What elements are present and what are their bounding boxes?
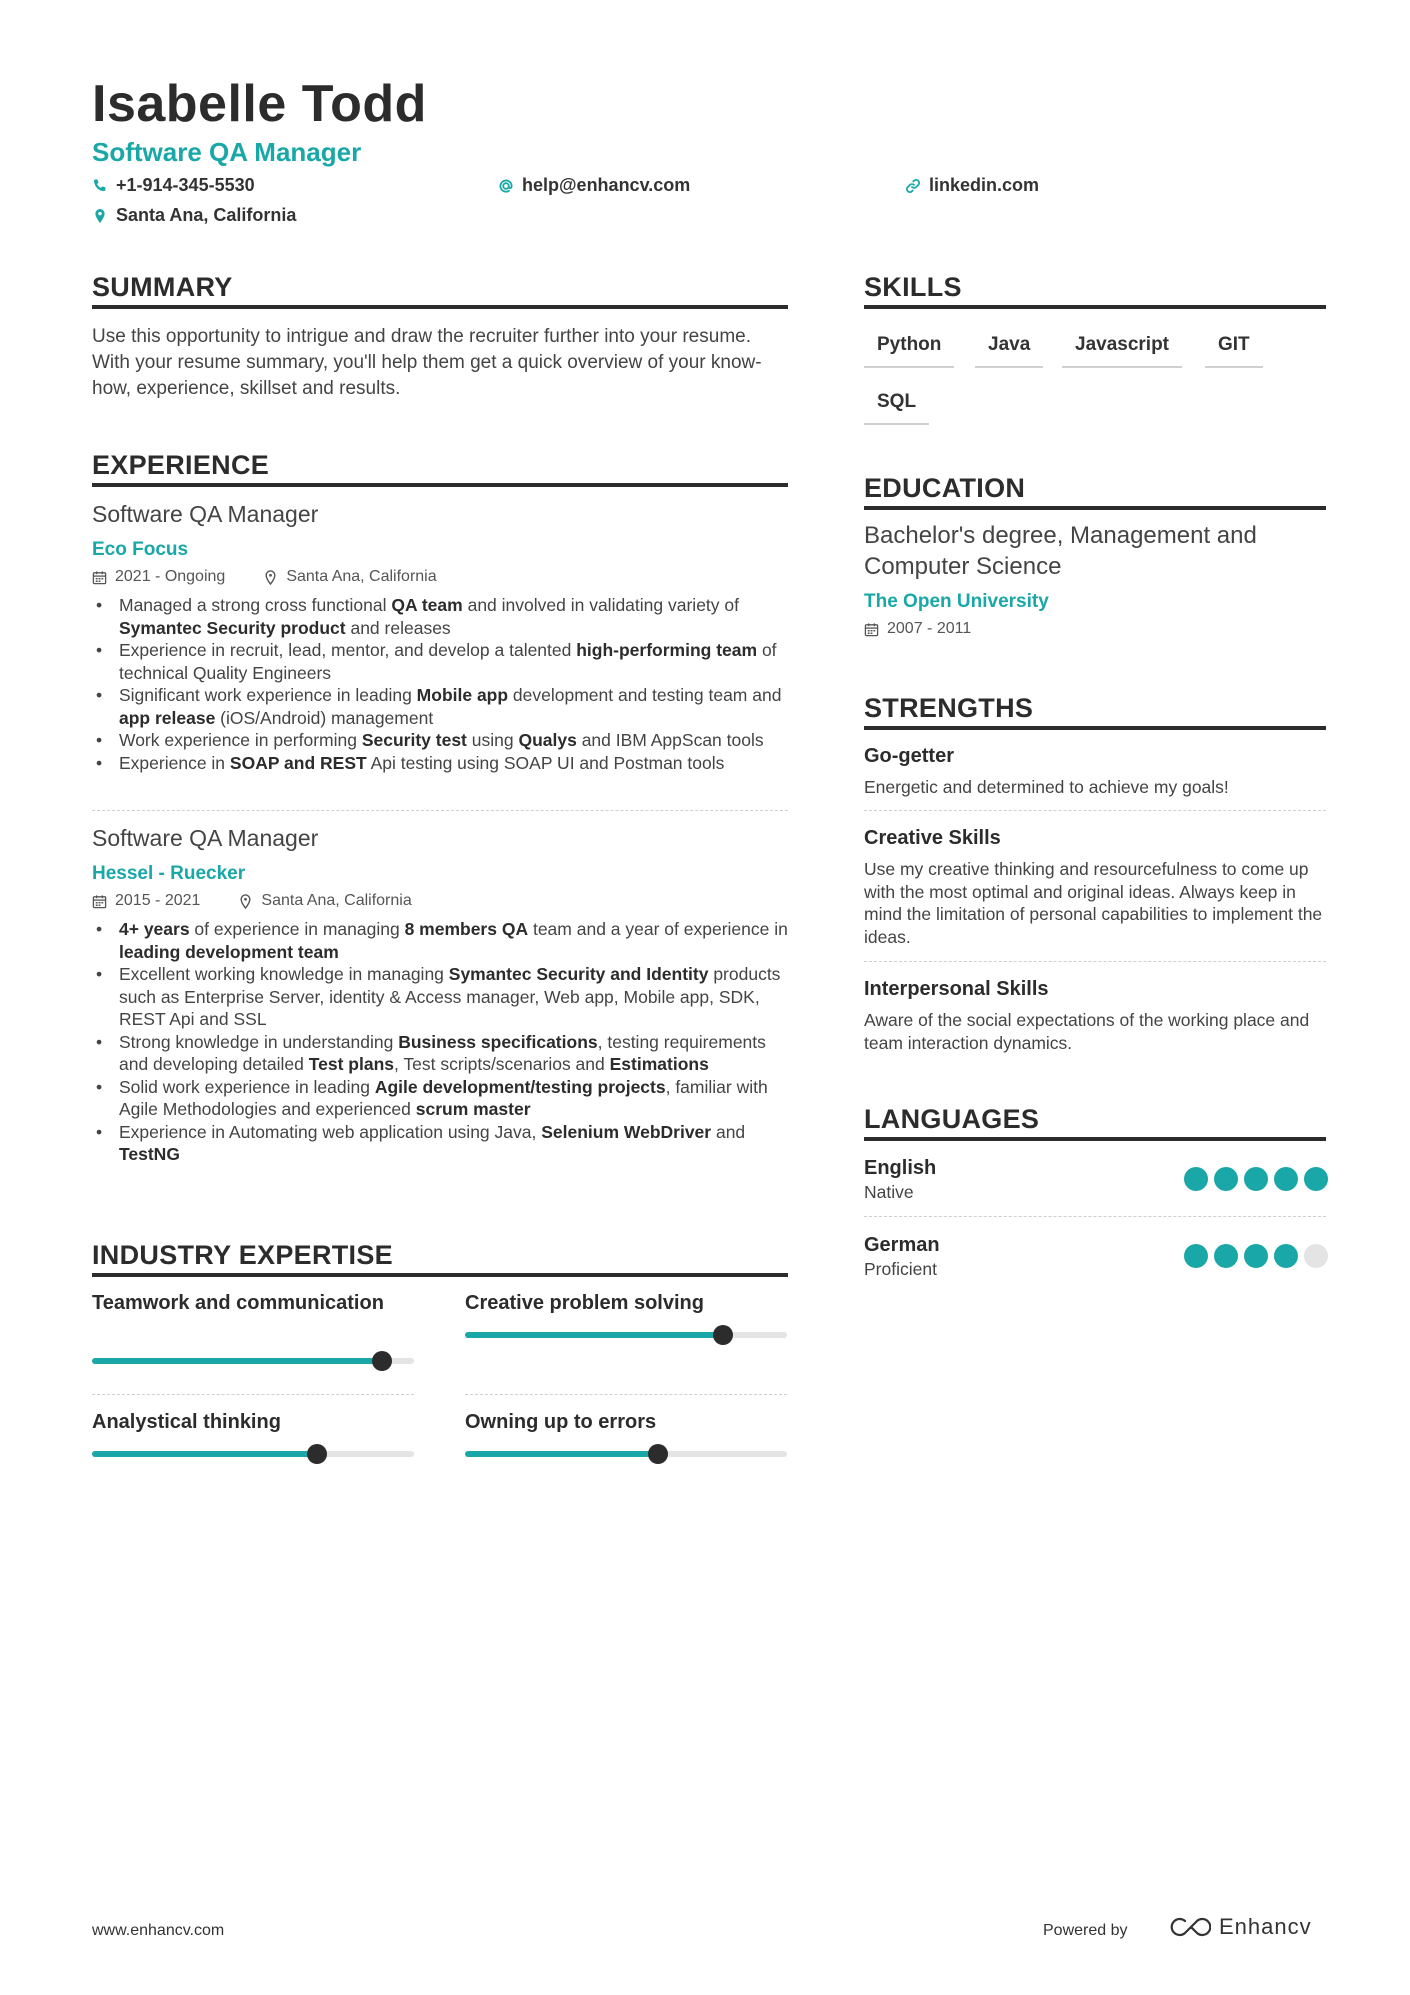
- phone-text: +1-914-345-5530: [116, 175, 255, 195]
- education-heading: EDUCATION: [864, 473, 1026, 503]
- strength-divider: [864, 810, 1326, 811]
- location-contact: [92, 205, 296, 226]
- language-dots: [1184, 1244, 1328, 1268]
- skills-rule: [864, 305, 1326, 309]
- job-1-dates: 2021 - Ongoing: [115, 568, 226, 585]
- expertise-fill-4: [465, 1451, 658, 1457]
- email-contact[interactable]: [498, 175, 690, 196]
- job-divider: [92, 810, 788, 811]
- language-dot-filled: [1244, 1244, 1268, 1268]
- summary-heading: SUMMARY: [92, 272, 233, 302]
- expertise-label-3: Analystical thinking: [92, 1411, 281, 1433]
- language-dot-filled: [1214, 1244, 1238, 1268]
- expertise-bar-4: [465, 1451, 787, 1457]
- expertise-rule: [92, 1273, 788, 1277]
- job-2-dates: 2015 - 2021: [115, 892, 201, 909]
- language-dots: [1184, 1167, 1328, 1191]
- expertise-label-4: Owning up to errors: [465, 1411, 657, 1433]
- language-name: German: [864, 1234, 940, 1256]
- strength-desc: Aware of the social expectations of the working place and team interaction dynamics.: [864, 1010, 1310, 1053]
- summary-text: Use this opportunity to intrigue and draw the recruiter further into your resume. With your resume summary, you'll help them get a quick overview of your know-how, experience, skillset and results.: [92, 326, 762, 399]
- language-level: Native: [864, 1182, 914, 1202]
- expertise-divider-1: [92, 1394, 414, 1395]
- languages-rule: [864, 1137, 1326, 1141]
- bullet-item: • Strong knowledge in understanding Business specifications, testing requirements and developing detailed Test plans, Test scripts/scenarios and Estimations: [92, 1031, 792, 1076]
- education-dates: 2007 - 2011: [887, 620, 972, 637]
- summary-rule: [92, 305, 788, 309]
- bullet-item: • Experience in SOAP and REST Api testing using SOAP UI and Postman tools: [92, 752, 792, 775]
- strength-desc: Use my creative thinking and resourcefulness to come up with the most optimal and original ideas. Always keep in mind the limitation of personal capabilities to implement the ideas.: [864, 859, 1323, 947]
- expertise-bar-3: [92, 1451, 414, 1457]
- bullet-item: • Experience in recruit, lead, mentor, and develop a talented high-performing team of technical Quality Engineers: [92, 639, 792, 684]
- expertise-heading: INDUSTRY EXPERTISE: [92, 1240, 393, 1270]
- expertise-label-2: Creative problem solving: [465, 1292, 704, 1314]
- education-rule: [864, 506, 1326, 510]
- language-level: Proficient: [864, 1259, 937, 1279]
- footer-powered-by: Powered by: [1043, 1922, 1128, 1939]
- language-divider: [864, 1216, 1326, 1217]
- expertise-divider-2: [465, 1394, 787, 1395]
- expertise-knob-1: [372, 1351, 392, 1371]
- expertise-fill-2: [465, 1332, 723, 1338]
- bullet-item: • Solid work experience in leading Agile development/testing projects, familiar with Agile Methodologies and experienced scrum master: [92, 1076, 792, 1121]
- enhancv-logo-text: Enhancv: [1219, 1914, 1312, 1939]
- education-degree: Bachelor's degree, Management and Computer Science: [864, 522, 1257, 580]
- strength-divider: [864, 961, 1326, 962]
- strengths-rule: [864, 726, 1326, 730]
- bullet-item: • Managed a strong cross functional QA team and involved in validating variety of Symantec Security product and releases: [92, 594, 792, 639]
- calendar-icon: [864, 622, 879, 637]
- language-dot-empty: [1304, 1244, 1328, 1268]
- bullet-item: • Work experience in performing Security test using Qualys and IBM AppScan tools: [92, 729, 792, 752]
- job-2-location: Santa Ana, California: [261, 892, 412, 909]
- job-1-meta: [92, 568, 437, 586]
- language-dot-filled: [1304, 1167, 1328, 1191]
- education-meta: [864, 620, 971, 638]
- job-2-company: Hessel - Ruecker: [92, 863, 246, 884]
- expertise-knob-4: [648, 1444, 668, 1464]
- link-icon: [905, 178, 921, 194]
- languages-heading: LANGUAGES: [864, 1104, 1040, 1134]
- skill-tag: SQL: [864, 391, 929, 425]
- language-name: English: [864, 1157, 937, 1179]
- location-text: Santa Ana, California: [116, 205, 297, 225]
- job-2-role: Software QA Manager: [92, 825, 319, 851]
- calendar-icon: [92, 894, 107, 909]
- strength-title: Go-getter: [864, 745, 954, 767]
- expertise-knob-2: [713, 1325, 733, 1345]
- map-pin-icon: [92, 208, 108, 224]
- strength-desc: Energetic and determined to achieve my goals!: [864, 777, 1229, 797]
- skill-tag: GIT: [1205, 334, 1263, 368]
- language-dot-filled: [1184, 1244, 1208, 1268]
- skill-tag: Python: [864, 334, 954, 368]
- strength-title: Interpersonal Skills: [864, 978, 1049, 1000]
- bullet-item: • Excellent working knowledge in managing Symantec Security and Identity products such as Enterprise Server, identity & Access manager, Web app, Mobile app, SDK, REST Api and SSL: [92, 963, 792, 1031]
- expertise-knob-3: [307, 1444, 327, 1464]
- bullet-item: • Experience in Automating web application using Java, Selenium WebDriver and TestNG: [92, 1121, 792, 1166]
- job-1-role: Software QA Manager: [92, 501, 319, 527]
- language-dot-filled: [1184, 1167, 1208, 1191]
- skill-tag: Java: [975, 334, 1043, 368]
- enhancv-logo: [1165, 1914, 1312, 1940]
- bullet-item: • Significant work experience in leading Mobile app development and testing team and app release (iOS/Android) management: [92, 684, 792, 729]
- linkedin-text: linkedin.com: [929, 175, 1040, 195]
- candidate-title: Software QA Manager: [92, 137, 362, 167]
- language-dot-filled: [1244, 1167, 1268, 1191]
- language-dot-filled: [1214, 1167, 1238, 1191]
- expertise-bar-2: [465, 1332, 787, 1338]
- language-dot-filled: [1274, 1167, 1298, 1191]
- calendar-icon: [92, 570, 107, 585]
- candidate-name: Isabelle Todd: [92, 75, 427, 133]
- enhancv-logo-icon: [1165, 1915, 1211, 1939]
- expertise-fill-3: [92, 1451, 317, 1457]
- expertise-bar-1: [92, 1358, 414, 1364]
- phone-contact[interactable]: [92, 175, 255, 196]
- job-1-location: Santa Ana, California: [286, 568, 437, 585]
- footer-url[interactable]: www.enhancv.com: [92, 1922, 225, 1939]
- bullet-item: • 4+ years of experience in managing 8 members QA team and a year of experience in leading development team: [92, 918, 792, 963]
- job-2-meta: [92, 892, 412, 910]
- email-text: help@enhancv.com: [522, 175, 691, 195]
- map-pin-icon: [238, 894, 253, 909]
- language-dot-filled: [1274, 1244, 1298, 1268]
- at-sign-icon: [498, 178, 514, 194]
- job-2-bullets: [92, 918, 792, 1166]
- phone-icon: [92, 178, 108, 194]
- job-1-company: Eco Focus: [92, 539, 189, 560]
- education-school: The Open University: [864, 591, 1049, 612]
- job-1-bullets: [92, 594, 792, 774]
- map-pin-icon: [263, 570, 278, 585]
- expertise-label-1: Teamwork and communication: [92, 1292, 384, 1314]
- expertise-fill-1: [92, 1358, 382, 1364]
- skills-heading: SKILLS: [864, 272, 962, 302]
- experience-rule: [92, 483, 788, 487]
- strength-title: Creative Skills: [864, 827, 1001, 849]
- experience-heading: EXPERIENCE: [92, 450, 270, 480]
- linkedin-contact[interactable]: [905, 175, 1039, 196]
- strengths-heading: STRENGTHS: [864, 693, 1034, 723]
- skill-tag: Javascript: [1062, 334, 1182, 368]
